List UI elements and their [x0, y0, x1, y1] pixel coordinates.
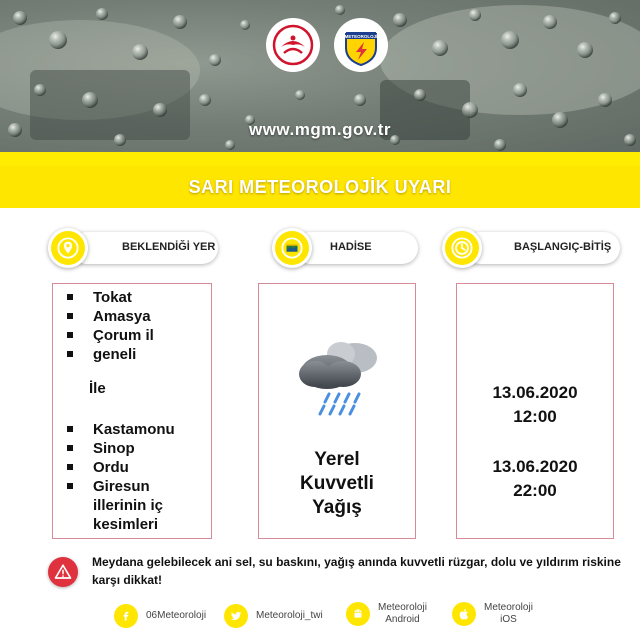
list-item: Ordu	[67, 458, 207, 477]
facebook-link[interactable]	[114, 604, 206, 628]
warning-circle	[48, 557, 78, 587]
android-link[interactable]	[346, 602, 427, 626]
android-icon	[351, 607, 365, 621]
twitter-circle	[224, 604, 248, 628]
twitter-link[interactable]	[224, 604, 323, 628]
event-line-1: Yerel	[314, 449, 360, 470]
warning-triangle-icon	[54, 563, 72, 581]
header-circle	[272, 228, 312, 268]
header-circle	[442, 228, 482, 268]
twitter-label: Meteoroloji_twi	[256, 610, 323, 621]
rain-cloud-icon	[295, 336, 385, 416]
event-line-2: Kuvvetli	[300, 473, 374, 494]
landscape-icon	[281, 237, 303, 259]
android-label	[378, 602, 427, 626]
facebook-icon	[119, 609, 133, 623]
locations-box	[52, 283, 212, 539]
android-circle	[346, 602, 370, 626]
android-label-line1: Meteoroloji	[378, 602, 427, 613]
ios-label-line2: iOS	[500, 614, 517, 625]
location-pin-icon	[57, 237, 79, 259]
twitter-icon	[229, 609, 243, 623]
ministry-logo	[266, 18, 320, 72]
locations-connector: İle	[89, 380, 106, 397]
list-item: geneli	[67, 345, 154, 364]
logo-text: METEOROLOJİ	[344, 34, 378, 39]
end-time: 22:00	[513, 481, 557, 500]
event-box	[258, 283, 416, 539]
warning-text: Meydana gelebilecek ani sel, su baskını, yağış anında kuvvetli rüzgar, dolu ve yıldırım riskine karşı dikkat!	[92, 555, 621, 587]
event-line-3: Yağış	[312, 497, 362, 518]
title-banner	[0, 166, 640, 208]
header-time	[442, 228, 622, 268]
list-item: Sinop	[67, 439, 207, 458]
header-location-label: BEKLENDİĞİ YER	[122, 241, 216, 253]
start-time: 12:00	[513, 407, 557, 426]
facebook-circle	[114, 604, 138, 628]
social-footer	[0, 600, 640, 640]
locations-list-2	[67, 420, 207, 534]
ios-label-line1: Meteoroloji	[484, 602, 533, 613]
website-url[interactable]: www.mgm.gov.tr	[248, 120, 392, 139]
logo-group	[266, 18, 388, 72]
clock-icon	[451, 237, 473, 259]
header-circle	[48, 228, 88, 268]
list-item: Kastamonu	[67, 420, 207, 439]
meteoroloji-logo	[334, 18, 388, 72]
ios-link[interactable]	[452, 602, 533, 626]
meteoroloji-emblem-icon	[338, 22, 384, 68]
apple-circle	[452, 602, 476, 626]
end-date: 13.06.2020	[492, 457, 578, 476]
apple-icon	[457, 607, 471, 621]
header-event	[272, 228, 422, 268]
ministry-emblem-icon	[271, 23, 315, 67]
header-event-label: HADİSE	[330, 241, 372, 253]
hero-image	[0, 0, 640, 158]
list-item: Çorum il	[67, 326, 154, 345]
start-date: 13.06.2020	[492, 383, 578, 402]
ios-label	[484, 602, 533, 626]
times-box	[456, 283, 614, 539]
android-label-line2: Android	[385, 614, 420, 625]
list-item: Tokat	[67, 288, 154, 307]
header-location	[48, 228, 218, 268]
facebook-label: 06Meteoroloji	[146, 610, 207, 621]
list-item: Amasya	[67, 307, 154, 326]
list-item: Giresun illerinin iç kesimleri	[67, 477, 207, 534]
page-title: SARI METEOROLOJİK UYARI	[188, 176, 452, 197]
hero-bottom-band	[0, 152, 640, 166]
header-time-label: BAŞLANGIÇ-BİTİŞ	[514, 241, 612, 253]
locations-list-1	[67, 288, 154, 364]
